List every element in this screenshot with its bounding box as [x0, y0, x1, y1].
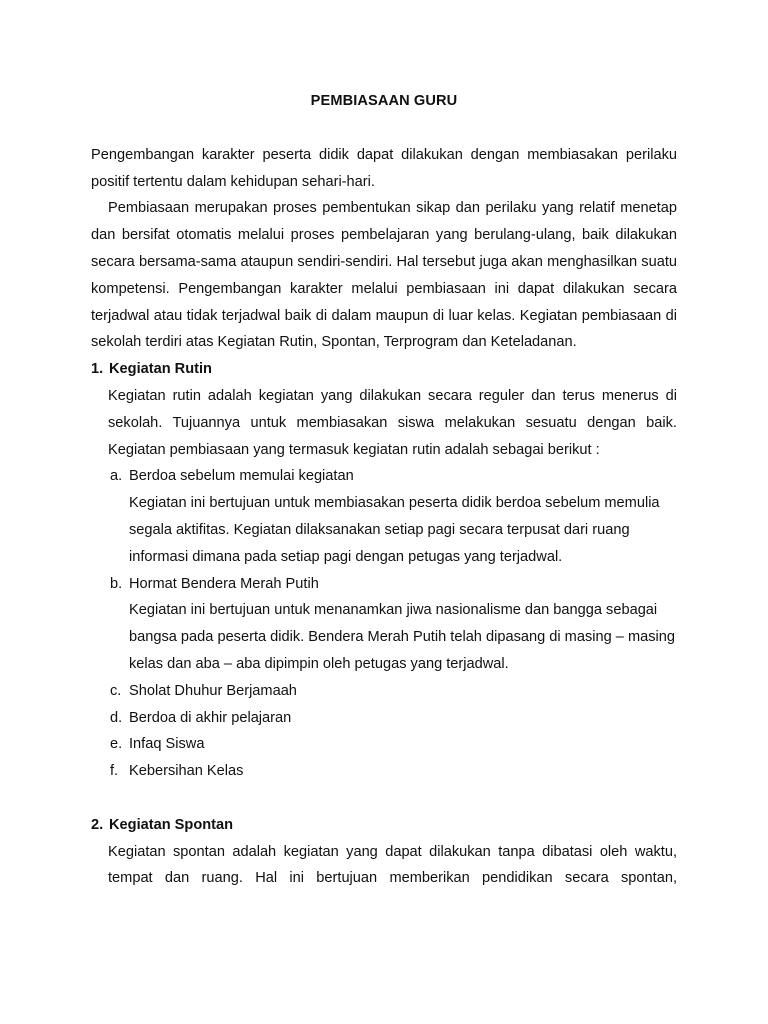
list-item-letter: e. [110, 736, 123, 753]
list-item [108, 571, 677, 678]
list-item-letter: a. [110, 468, 123, 485]
section-body: Kegiatan spontan adalah kegiatan yang dapat dilakukan tanpa dibatasi oleh waktu, tempat dan ruang. Hal ini bertujuan memberikan pendidikan secara spontan, [108, 843, 677, 887]
list-item-letter: b. [110, 575, 123, 592]
list-item-letter: d. [110, 709, 123, 726]
list-item-label: Hormat Bendera Merah Putih [129, 575, 319, 592]
section-number: 2. [91, 816, 104, 833]
section-body: Kegiatan rutin adalah kegiatan yang dilakukan secara reguler dan terus menerus di sekolah. Tujuannya untuk membiasakan siswa melakukan sesuatu dengan baik. Kegiatan pembiasaan yang termasuk kegiatan rutin adalah sebagai berikut : [108, 387, 677, 458]
section-number: 1. [91, 361, 104, 378]
blank-line [91, 785, 677, 812]
intro-paragraph: Pengembangan karakter peserta didik dapat dilakukan dengan membiasakan perilaku positif tertentu dalam kehidupan sehari-hari. [91, 146, 677, 190]
list-item [108, 758, 677, 785]
section-heading [91, 812, 677, 839]
list-item-label: Kebersihan Kelas [129, 763, 244, 780]
section-kegiatan-spontan [91, 812, 677, 892]
list-item-description: Kegiatan ini bertujuan untuk menanamkan jiwa nasionalisme dan bangga sebagai bangsa pada peserta didik. Bendera Merah Putih telah dipasang di masing – masing kelas dan aba – aba dipimpin oleh petugas yang terjadwal. [129, 602, 675, 672]
intro-paragraph: Pembiasaan merupakan proses pembentukan sikap dan perilaku yang relatif menetap dan bersifat otomatis melalui proses pembelajaran yang berulang-ulang, baik dilakukan secara bersama-sama ataupun sendiri-sendiri. Hal tersebut juga akan menghasilkan suatu kompetensi. Pengembangan karakter melalui pembiasaan ini dapat dilakukan secara terjadwal atau tidak terjadwal baik di dalam maupun di luar kelas. Kegiatan pembiasaan di sekolah terdiri atas Kegiatan Rutin, Spontan, Terprogram dan Keteladanan. [91, 200, 677, 351]
section-heading-text: Kegiatan Spontan [109, 816, 234, 833]
activity-list [91, 463, 677, 785]
list-item [108, 678, 677, 705]
list-item-description: Kegiatan ini bertujuan untuk membiasakan peserta didik berdoa sebelum memulia segala aktifitas. Kegiatan dilaksanakan setiap pagi secara terpusat dari ruang informasi dimana pada setiap pagi dengan petugas yang terjadwal. [129, 495, 660, 565]
list-item-label: Berdoa di akhir pelajaran [129, 709, 292, 726]
list-item-letter: f. [110, 763, 119, 780]
list-item-label: Infaq Siswa [129, 736, 205, 753]
list-item-label: Berdoa sebelum memulai kegiatan [129, 468, 354, 485]
section-heading [91, 356, 677, 383]
list-item [108, 705, 677, 732]
list-item-label: Sholat Dhuhur Berjamaah [129, 682, 297, 699]
section-kegiatan-rutin [91, 356, 677, 785]
document-title: PEMBIASAAN GURU [310, 93, 458, 109]
list-item [108, 731, 677, 758]
section-heading-text: Kegiatan Rutin [109, 361, 212, 378]
list-item-letter: c. [110, 682, 122, 699]
list-item [108, 463, 677, 570]
